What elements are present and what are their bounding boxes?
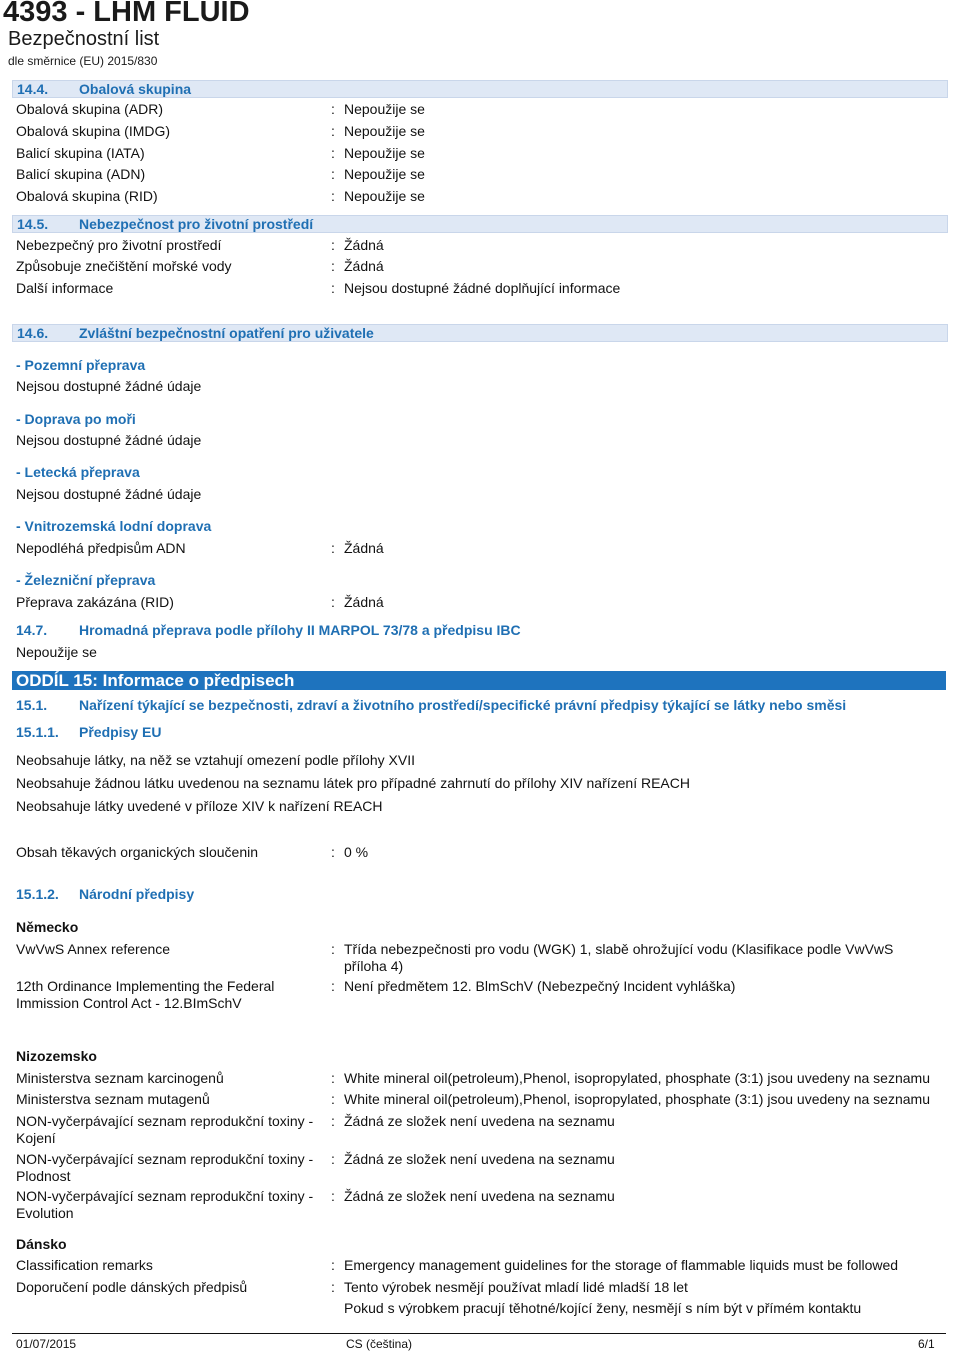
section-title: Obalová skupina: [79, 81, 192, 97]
row-value: Nepoužije se: [344, 188, 425, 204]
row-value-continued: příloha 4): [344, 958, 404, 974]
eu-regulation-line: Neobsahuje látky, na něž se vztahují omezení podle přílohy XVII: [16, 752, 415, 768]
document-title: 4393 - LHM FLUID: [3, 0, 250, 28]
row-label: Způsobuje znečištění mořské vody: [16, 258, 232, 274]
section-15-title: ODDÍL 15: Informace o předpisech: [16, 671, 295, 690]
row-colon: :: [331, 280, 335, 296]
section-15-1-1-number: 15.1.1.: [16, 724, 59, 740]
row-label: NON-vyčerpávající seznam reprodukční toxiny -: [16, 1113, 314, 1129]
inland-waterway-label: Nepodléhá předpisům ADN: [16, 540, 186, 556]
row-label: Balicí skupina (ADN): [16, 166, 146, 182]
row-value: White mineral oil(petroleum),Phenol, isopropylated, phosphate (3:1) jsou uvedeny na seznamu: [344, 1070, 930, 1086]
row-label: Classification remarks: [16, 1257, 153, 1273]
row-label-continued: Plodnost: [16, 1168, 71, 1184]
row-colon: :: [331, 166, 335, 182]
row-colon: :: [331, 258, 335, 274]
section-15-header: [12, 671, 946, 690]
row-label: Obalová skupina (RID): [16, 188, 158, 204]
row-value: Tento výrobek nesmějí používat mladí lidé mladší 18 let: [344, 1279, 688, 1295]
section-15-1-1-title: Předpisy EU: [79, 724, 162, 740]
row-label: Ministerstva seznam karcinogenů: [16, 1070, 224, 1086]
rail-transport-value: Žádná: [344, 594, 384, 610]
rail-transport-colon: :: [331, 594, 335, 610]
land-transport-heading: - Pozemní přeprava: [16, 357, 146, 373]
row-label-continued: Immission Control Act - 12.BImSchV: [16, 995, 242, 1011]
row-colon: :: [331, 145, 335, 161]
inland-waterway-heading: - Vnitrozemská lodní doprava: [16, 518, 212, 534]
section-number: 14.6.: [17, 325, 49, 341]
row-value: Nepoužije se: [344, 166, 425, 182]
germany-heading: Německo: [16, 919, 79, 935]
eu-regulation-line: Neobsahuje žádnou látku uvedenou na seznamu látek pro případné zahrnutí do přílohy XIV nařízení REACH: [16, 775, 690, 791]
row-value: Žádná ze složek není uvedena na seznamu: [344, 1151, 615, 1167]
row-label: NON-vyčerpávající seznam reprodukční toxiny -: [16, 1151, 314, 1167]
section-title: Zvláštní bezpečnostní opatření pro uživatele: [79, 325, 374, 341]
sea-transport-heading: - Doprava po moři: [16, 411, 136, 427]
netherlands-heading: Nizozemsko: [16, 1048, 97, 1064]
row-value: Nepoužije se: [344, 123, 425, 139]
row-label: Další informace: [16, 280, 114, 296]
row-value: Žádná: [344, 258, 384, 274]
row-value: Nepoužije se: [344, 145, 425, 161]
air-transport-text: Nejsou dostupné žádné údaje: [16, 486, 202, 502]
row-colon: :: [331, 1257, 335, 1273]
row-label: 12th Ordinance Implementing the Federal: [16, 978, 275, 994]
section-15-1-number: 15.1.: [16, 697, 48, 713]
row-value: Žádná: [344, 237, 384, 253]
section-14-5-header: [12, 215, 948, 233]
row-label: Doporučení podle dánských předpisů: [16, 1279, 248, 1295]
section-15-1-2-number: 15.1.2.: [16, 886, 59, 902]
row-label: Ministerstva seznam mutagenů: [16, 1091, 210, 1107]
row-colon: :: [331, 1091, 335, 1107]
inland-waterway-value: Žádná: [344, 540, 384, 556]
voc-colon: :: [331, 844, 335, 860]
row-value: Žádná ze složek není uvedena na seznamu: [344, 1188, 615, 1204]
rail-transport-heading: - Železniční přeprava: [16, 572, 156, 588]
footer-divider: [12, 1333, 946, 1334]
row-colon: :: [331, 1070, 335, 1086]
air-transport-heading: - Letecká přeprava: [16, 464, 140, 480]
row-value-continued: Pokud s výrobkem pracují těhotné/kojící ženy, nesmějí s ním být v přímém kontaktu: [344, 1300, 862, 1316]
voc-value: 0 %: [344, 844, 369, 860]
section-number: 14.4.: [17, 81, 49, 97]
row-colon: :: [331, 188, 335, 204]
row-colon: :: [331, 1188, 335, 1204]
row-colon: :: [331, 1113, 335, 1129]
row-label: NON-vyčerpávající seznam reprodukční toxiny -: [16, 1188, 314, 1204]
voc-label: Obsah těkavých organických sloučenin: [16, 844, 259, 860]
sea-transport-text: Nejsou dostupné žádné údaje: [16, 432, 202, 448]
row-value: Žádná ze složek není uvedena na seznamu: [344, 1113, 615, 1129]
section-15-1-2-title: Národní předpisy: [79, 886, 195, 902]
row-colon: :: [331, 123, 335, 139]
row-label: Balicí skupina (IATA): [16, 145, 145, 161]
row-label: Nebezpečný pro životní prostředí: [16, 237, 222, 253]
row-colon: :: [331, 978, 335, 994]
row-value: Nejsou dostupné žádné doplňující informace: [344, 280, 621, 296]
footer-page-number: 6/1: [918, 1337, 935, 1351]
row-colon: :: [331, 101, 335, 117]
footer-language: CS (čeština): [346, 1337, 413, 1351]
rail-transport-label: Přeprava zakázána (RID): [16, 594, 174, 610]
row-label: VwVwS Annex reference: [16, 941, 171, 957]
denmark-heading: Dánsko: [16, 1236, 67, 1252]
row-label-continued: Kojení: [16, 1130, 56, 1146]
section-14-4-header: [12, 80, 948, 98]
land-transport-text: Nejsou dostupné žádné údaje: [16, 378, 202, 394]
row-value: Emergency management guidelines for the storage of flammable liquids must be followed: [344, 1257, 899, 1273]
row-colon: :: [331, 941, 335, 957]
inland-waterway-colon: :: [331, 540, 335, 556]
eu-regulation-line: Neobsahuje látky uvedené v příloze XIV k nařízení REACH: [16, 798, 383, 814]
row-colon: :: [331, 1279, 335, 1295]
section-15-1-title: Nařízení týkající se bezpečnosti, zdraví a životního prostředí/specifické právní předpisy týkající se látky nebo směsi: [79, 697, 847, 713]
row-label: Obalová skupina (IMDG): [16, 123, 171, 139]
document-subtitle: Bezpečnostní list: [8, 28, 160, 50]
section-title: Nebezpečnost pro životní prostředí: [79, 216, 314, 232]
section-14-7-number: 14.7.: [16, 622, 48, 638]
footer-date: 01/07/2015: [16, 1337, 77, 1351]
row-value: Nepoužije se: [344, 101, 425, 117]
row-value: White mineral oil(petroleum),Phenol, isopropylated, phosphate (3:1) jsou uvedeny na seznamu: [344, 1091, 930, 1107]
row-value: Není předmětem 12. BlmSchV (Nebezpečný Incident vyhláška): [344, 978, 736, 994]
row-colon: :: [331, 237, 335, 253]
row-value: Třída nebezpečnosti pro vodu (WGK) 1, slabě ohrožující vodu (Klasifikace podle VwVwS: [344, 941, 894, 957]
section-14-7-title: Hromadná přeprava podle přílohy II MARPOL 73/78 a předpisu IBC: [79, 622, 521, 638]
row-label-continued: Evolution: [16, 1205, 74, 1221]
row-label: Obalová skupina (ADR): [16, 101, 164, 117]
document-directive: dle směrnice (EU) 2015/830: [8, 54, 158, 68]
section-number: 14.5.: [17, 216, 49, 232]
row-colon: :: [331, 1151, 335, 1167]
section-14-7-text: Nepoužije se: [16, 644, 97, 660]
section-14-6-header: [12, 324, 948, 342]
